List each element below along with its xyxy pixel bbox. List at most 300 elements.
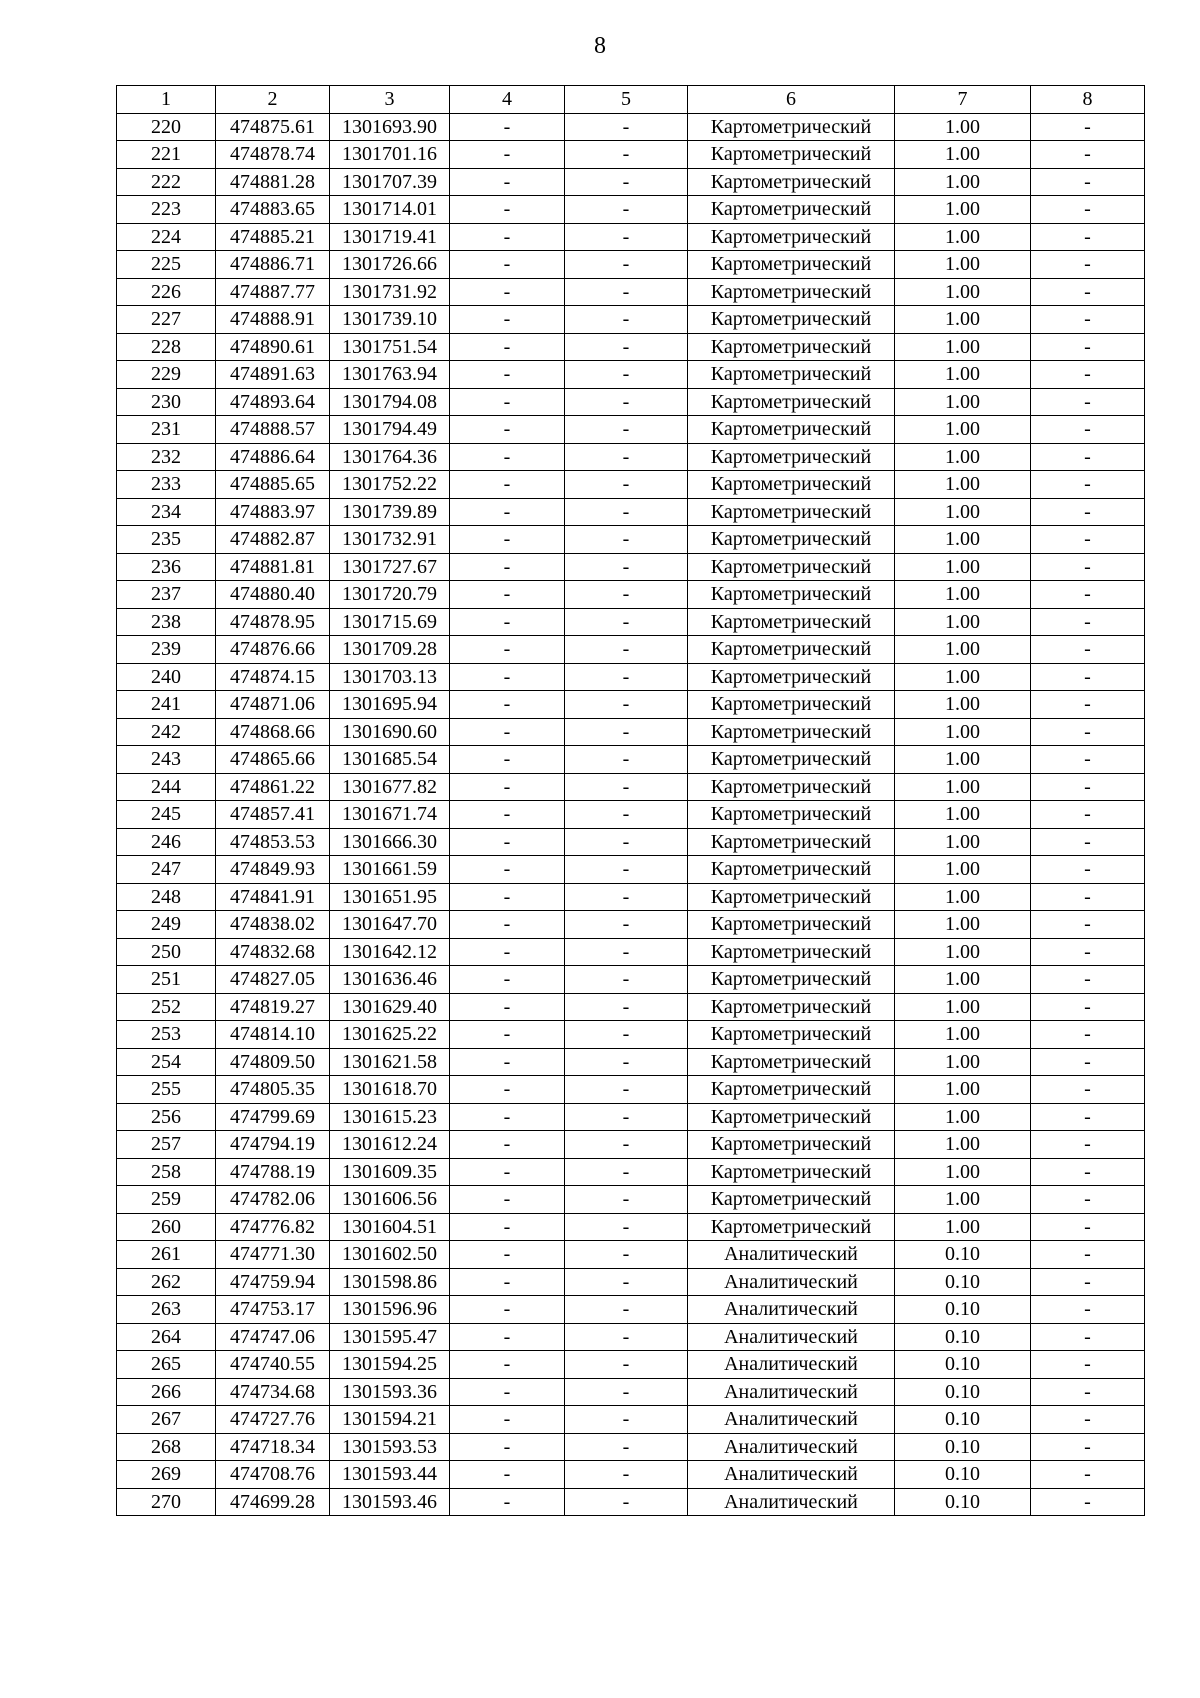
table-cell: 1.00 (895, 388, 1031, 416)
table-cell: 1301666.30 (330, 828, 450, 856)
table-row (117, 1296, 1145, 1324)
table-cell: - (565, 1131, 688, 1159)
table-cell: - (450, 691, 565, 719)
table-cell: 474865.66 (216, 746, 330, 774)
table-cell: - (1031, 333, 1145, 361)
table-cell: 1.00 (895, 1213, 1031, 1241)
table-cell: 249 (117, 911, 216, 939)
table-cell: 474874.15 (216, 663, 330, 691)
table-cell: 236 (117, 553, 216, 581)
table-cell: 0.10 (895, 1296, 1031, 1324)
table-cell: Аналитический (688, 1351, 895, 1379)
table-cell: 474838.02 (216, 911, 330, 939)
table-cell: - (565, 333, 688, 361)
table-cell: Картометрический (688, 1213, 895, 1241)
table-row (117, 498, 1145, 526)
table-cell: 262 (117, 1268, 216, 1296)
table-row (117, 828, 1145, 856)
table-cell: - (450, 1433, 565, 1461)
table-cell: 474891.63 (216, 361, 330, 389)
table-cell: Картометрический (688, 883, 895, 911)
table-cell: 474861.22 (216, 773, 330, 801)
table-cell: - (565, 663, 688, 691)
table-row (117, 883, 1145, 911)
table-cell: - (565, 718, 688, 746)
table-cell: - (1031, 773, 1145, 801)
table-cell: - (450, 636, 565, 664)
table-cell: 0.10 (895, 1461, 1031, 1489)
table-row (117, 801, 1145, 829)
table-cell: 1.00 (895, 553, 1031, 581)
table-cell: 474886.71 (216, 251, 330, 279)
table-cell: 1301731.92 (330, 278, 450, 306)
table-cell: 1301701.16 (330, 141, 450, 169)
table-cell: - (450, 1158, 565, 1186)
table-row (117, 1241, 1145, 1269)
table-cell: 1.00 (895, 306, 1031, 334)
table-cell: 221 (117, 141, 216, 169)
table-cell: 1301594.25 (330, 1351, 450, 1379)
table-row (117, 168, 1145, 196)
table-cell: 1.00 (895, 663, 1031, 691)
table-cell: Картометрический (688, 636, 895, 664)
table-cell: 474882.87 (216, 526, 330, 554)
table-row (117, 746, 1145, 774)
table-cell: 1.00 (895, 1103, 1031, 1131)
table-cell: Картометрический (688, 1186, 895, 1214)
table-cell: - (565, 1103, 688, 1131)
table-cell: 474871.06 (216, 691, 330, 719)
table-cell: 1.00 (895, 581, 1031, 609)
table-cell: - (1031, 1048, 1145, 1076)
table-cell: 0.10 (895, 1433, 1031, 1461)
table-cell: - (450, 1406, 565, 1434)
table-cell: - (565, 1296, 688, 1324)
table-cell: - (565, 608, 688, 636)
table-cell: - (1031, 1488, 1145, 1516)
table-cell: Картометрический (688, 718, 895, 746)
table-cell: 1301739.89 (330, 498, 450, 526)
table-cell: 1301609.35 (330, 1158, 450, 1186)
table-cell: 231 (117, 416, 216, 444)
table-cell: - (1031, 993, 1145, 1021)
table-cell: - (450, 1103, 565, 1131)
table-cell: - (565, 691, 688, 719)
table-cell: - (1031, 168, 1145, 196)
table-cell: - (565, 553, 688, 581)
table-cell: - (565, 1433, 688, 1461)
table-cell: 474727.76 (216, 1406, 330, 1434)
table-cell: - (565, 278, 688, 306)
table-cell: 1.00 (895, 773, 1031, 801)
table-cell: - (450, 1213, 565, 1241)
table-cell: 268 (117, 1433, 216, 1461)
table-cell: 474885.65 (216, 471, 330, 499)
table-cell: - (1031, 443, 1145, 471)
table-cell: 0.10 (895, 1351, 1031, 1379)
table-cell: 474809.50 (216, 1048, 330, 1076)
table-cell: 256 (117, 1103, 216, 1131)
table-cell: 237 (117, 581, 216, 609)
table-cell: - (1031, 1323, 1145, 1351)
table-row (117, 608, 1145, 636)
table-cell: - (565, 388, 688, 416)
table-cell: - (565, 1406, 688, 1434)
table-cell: - (1031, 636, 1145, 664)
table-cell: Картометрический (688, 773, 895, 801)
table-cell: Картометрический (688, 1048, 895, 1076)
table-cell: - (565, 223, 688, 251)
table-cell: 0.10 (895, 1488, 1031, 1516)
table-row (117, 1461, 1145, 1489)
table-cell: - (565, 1021, 688, 1049)
table-cell: - (450, 553, 565, 581)
table-cell: Картометрический (688, 471, 895, 499)
table-cell: - (1031, 388, 1145, 416)
table-cell: 239 (117, 636, 216, 664)
table-cell: 261 (117, 1241, 216, 1269)
table-cell: 258 (117, 1158, 216, 1186)
table-cell: - (450, 1351, 565, 1379)
table-row (117, 223, 1145, 251)
table-cell: - (450, 1076, 565, 1104)
table-cell: 1301606.56 (330, 1186, 450, 1214)
table-cell: 1.00 (895, 333, 1031, 361)
table-cell: 1301618.70 (330, 1076, 450, 1104)
table-cell: - (1031, 1076, 1145, 1104)
table-cell: 1301714.01 (330, 196, 450, 224)
table-cell: - (450, 333, 565, 361)
column-header: 8 (1031, 86, 1145, 114)
table-cell: - (1031, 141, 1145, 169)
table-row (117, 1378, 1145, 1406)
table-cell: - (1031, 471, 1145, 499)
table-cell: 1.00 (895, 498, 1031, 526)
table-cell: 1301595.47 (330, 1323, 450, 1351)
table-row (117, 471, 1145, 499)
table-cell: 1301751.54 (330, 333, 450, 361)
table-cell: Картометрический (688, 388, 895, 416)
column-header: 4 (450, 86, 565, 114)
table-row (117, 1076, 1145, 1104)
table-cell: - (565, 141, 688, 169)
table-cell: 222 (117, 168, 216, 196)
table-cell: 474708.76 (216, 1461, 330, 1489)
table-cell: - (565, 498, 688, 526)
table-cell: Картометрический (688, 1131, 895, 1159)
table-cell: 1301593.44 (330, 1461, 450, 1489)
table-cell: Аналитический (688, 1433, 895, 1461)
table-cell: 1301677.82 (330, 773, 450, 801)
table-cell: 1301794.49 (330, 416, 450, 444)
table-cell: 225 (117, 251, 216, 279)
table-cell: 253 (117, 1021, 216, 1049)
table-cell: 255 (117, 1076, 216, 1104)
table-row (117, 1021, 1145, 1049)
table-cell: - (1031, 883, 1145, 911)
table-cell: 259 (117, 1186, 216, 1214)
table-cell: 0.10 (895, 1323, 1031, 1351)
table-cell: - (450, 388, 565, 416)
table-row (117, 1158, 1145, 1186)
table-row (117, 141, 1145, 169)
table-cell: Картометрический (688, 828, 895, 856)
table-cell: - (450, 1021, 565, 1049)
table-cell: - (1031, 966, 1145, 994)
table-cell: 241 (117, 691, 216, 719)
table-cell: 474776.82 (216, 1213, 330, 1241)
column-header: 2 (216, 86, 330, 114)
table-cell: - (1031, 1021, 1145, 1049)
table-cell: 227 (117, 306, 216, 334)
table-cell: Картометрический (688, 251, 895, 279)
table-row (117, 278, 1145, 306)
table-cell: 474875.61 (216, 113, 330, 141)
table-cell: 474794.19 (216, 1131, 330, 1159)
table-cell: 1301651.95 (330, 883, 450, 911)
table-cell: 1301647.70 (330, 911, 450, 939)
table-cell: 1301703.13 (330, 663, 450, 691)
table-row (117, 416, 1145, 444)
table-cell: Аналитический (688, 1296, 895, 1324)
table-cell: - (450, 223, 565, 251)
table-cell: 1.00 (895, 911, 1031, 939)
table-cell: 0.10 (895, 1241, 1031, 1269)
table-cell: - (1031, 1351, 1145, 1379)
table-cell: 1.00 (895, 1021, 1031, 1049)
table-cell: Аналитический (688, 1488, 895, 1516)
table-row (117, 553, 1145, 581)
table-cell: - (1031, 196, 1145, 224)
table-cell: 247 (117, 856, 216, 884)
table-cell: - (1031, 1131, 1145, 1159)
table-cell: Картометрический (688, 361, 895, 389)
table-cell: Картометрический (688, 168, 895, 196)
table-row (117, 1213, 1145, 1241)
table-cell: Аналитический (688, 1406, 895, 1434)
table-cell: - (1031, 1433, 1145, 1461)
table-cell: Картометрический (688, 333, 895, 361)
table-cell: - (450, 1268, 565, 1296)
table-cell: 1.00 (895, 883, 1031, 911)
table-cell: - (565, 1213, 688, 1241)
table-header-row (117, 86, 1145, 114)
table-cell: - (1031, 416, 1145, 444)
table-cell: - (450, 526, 565, 554)
table-cell: - (1031, 1213, 1145, 1241)
table-cell: 1301615.23 (330, 1103, 450, 1131)
table-cell: - (450, 773, 565, 801)
table-cell: 474883.97 (216, 498, 330, 526)
table-cell: Картометрический (688, 801, 895, 829)
table-row (117, 251, 1145, 279)
table-cell: 1.00 (895, 856, 1031, 884)
table-cell: 1301642.12 (330, 938, 450, 966)
table-cell: - (565, 746, 688, 774)
table-cell: 1301727.67 (330, 553, 450, 581)
table-cell: 1301612.24 (330, 1131, 450, 1159)
table-cell: Картометрический (688, 223, 895, 251)
table-row (117, 691, 1145, 719)
table-cell: 1301715.69 (330, 608, 450, 636)
table-cell: 252 (117, 993, 216, 1021)
table-cell: - (450, 416, 565, 444)
table-row (117, 306, 1145, 334)
table-cell: - (565, 113, 688, 141)
table-cell: 238 (117, 608, 216, 636)
table-row (117, 938, 1145, 966)
table-cell: - (565, 1048, 688, 1076)
table-cell: 1.00 (895, 278, 1031, 306)
table-cell: - (565, 1268, 688, 1296)
table-cell: Картометрический (688, 911, 895, 939)
table-cell: - (450, 718, 565, 746)
table-cell: 474885.21 (216, 223, 330, 251)
table-cell: - (565, 828, 688, 856)
table-cell: - (1031, 1296, 1145, 1324)
table-cell: 474699.28 (216, 1488, 330, 1516)
table-cell: - (565, 306, 688, 334)
table-cell: 474878.95 (216, 608, 330, 636)
table-cell: 1.00 (895, 691, 1031, 719)
table-cell: 1301629.40 (330, 993, 450, 1021)
table-cell: 474888.57 (216, 416, 330, 444)
table-cell: Картометрический (688, 856, 895, 884)
table-cell: - (565, 1323, 688, 1351)
table-cell: - (565, 251, 688, 279)
table-cell: 226 (117, 278, 216, 306)
table-cell: 232 (117, 443, 216, 471)
table-cell: 246 (117, 828, 216, 856)
table-cell: Картометрический (688, 498, 895, 526)
table-cell: - (565, 883, 688, 911)
table-cell: - (1031, 223, 1145, 251)
table-cell: - (1031, 1241, 1145, 1269)
table-row (117, 663, 1145, 691)
table-cell: 220 (117, 113, 216, 141)
table-cell: - (450, 1048, 565, 1076)
table-row (117, 636, 1145, 664)
table-row (117, 993, 1145, 1021)
table-cell: 474788.19 (216, 1158, 330, 1186)
table-cell: - (450, 938, 565, 966)
table-cell: 1301707.39 (330, 168, 450, 196)
table-cell: - (450, 278, 565, 306)
table-cell: 474893.64 (216, 388, 330, 416)
table-cell: 1301695.94 (330, 691, 450, 719)
table-cell: Картометрический (688, 196, 895, 224)
table-cell: 1.00 (895, 938, 1031, 966)
table-cell: 1301593.53 (330, 1433, 450, 1461)
table-row (117, 1323, 1145, 1351)
table-cell: 474887.77 (216, 278, 330, 306)
table-cell: - (1031, 1103, 1145, 1131)
table-cell: - (450, 113, 565, 141)
table-cell: - (565, 1241, 688, 1269)
table-cell: 1301685.54 (330, 746, 450, 774)
table-cell: 1301732.91 (330, 526, 450, 554)
table-row (117, 526, 1145, 554)
table-row (117, 1351, 1145, 1379)
table-cell: 1301794.08 (330, 388, 450, 416)
table-cell: 1301604.51 (330, 1213, 450, 1241)
table-cell: 474849.93 (216, 856, 330, 884)
table-cell: 474782.06 (216, 1186, 330, 1214)
table-cell: 1301594.21 (330, 1406, 450, 1434)
table-cell: 264 (117, 1323, 216, 1351)
table-cell: - (450, 801, 565, 829)
table-cell: - (565, 636, 688, 664)
table-cell: Аналитический (688, 1378, 895, 1406)
table-cell: - (565, 416, 688, 444)
table-cell: - (1031, 663, 1145, 691)
table-cell: 250 (117, 938, 216, 966)
column-header: 5 (565, 86, 688, 114)
table-cell: Аналитический (688, 1241, 895, 1269)
table-cell: 1.00 (895, 1186, 1031, 1214)
table-cell: - (1031, 498, 1145, 526)
table-cell: 1301602.50 (330, 1241, 450, 1269)
table-cell: - (565, 856, 688, 884)
table-cell: 1301690.60 (330, 718, 450, 746)
table-cell: Аналитический (688, 1323, 895, 1351)
table-cell: - (1031, 801, 1145, 829)
table-cell: - (450, 993, 565, 1021)
table-cell: - (1031, 608, 1145, 636)
table-cell: 474868.66 (216, 718, 330, 746)
table-cell: 267 (117, 1406, 216, 1434)
table-cell: 1.00 (895, 801, 1031, 829)
coordinates-table (116, 85, 1145, 1516)
table-cell: 265 (117, 1351, 216, 1379)
table-cell: - (450, 306, 565, 334)
table-cell: 474753.17 (216, 1296, 330, 1324)
table-cell: 474747.06 (216, 1323, 330, 1351)
table-cell: 0.10 (895, 1268, 1031, 1296)
table-cell: 229 (117, 361, 216, 389)
table-cell: Картометрический (688, 663, 895, 691)
table-cell: Картометрический (688, 993, 895, 1021)
table-cell: 242 (117, 718, 216, 746)
table-cell: 1.00 (895, 1076, 1031, 1104)
table-cell: - (565, 1378, 688, 1406)
table-cell: 1301763.94 (330, 361, 450, 389)
table-cell: - (565, 581, 688, 609)
table-cell: - (565, 911, 688, 939)
column-header: 7 (895, 86, 1031, 114)
table-cell: - (565, 966, 688, 994)
table-cell: 1301719.41 (330, 223, 450, 251)
table-cell: 1.00 (895, 1158, 1031, 1186)
table-cell: - (450, 828, 565, 856)
table-cell: 474857.41 (216, 801, 330, 829)
table-cell: - (1031, 361, 1145, 389)
table-cell: - (565, 196, 688, 224)
table-cell: - (450, 443, 565, 471)
table-cell: 1.00 (895, 608, 1031, 636)
table-cell: 1301752.22 (330, 471, 450, 499)
table-row (117, 113, 1145, 141)
table-cell: - (450, 1323, 565, 1351)
table-cell: 1301593.46 (330, 1488, 450, 1516)
table-cell: Картометрический (688, 141, 895, 169)
table-row (117, 1131, 1145, 1159)
table-cell: 474878.74 (216, 141, 330, 169)
table-cell: Картометрический (688, 966, 895, 994)
table-cell: 474883.65 (216, 196, 330, 224)
table-cell: - (1031, 1186, 1145, 1214)
table-cell: 1.00 (895, 746, 1031, 774)
